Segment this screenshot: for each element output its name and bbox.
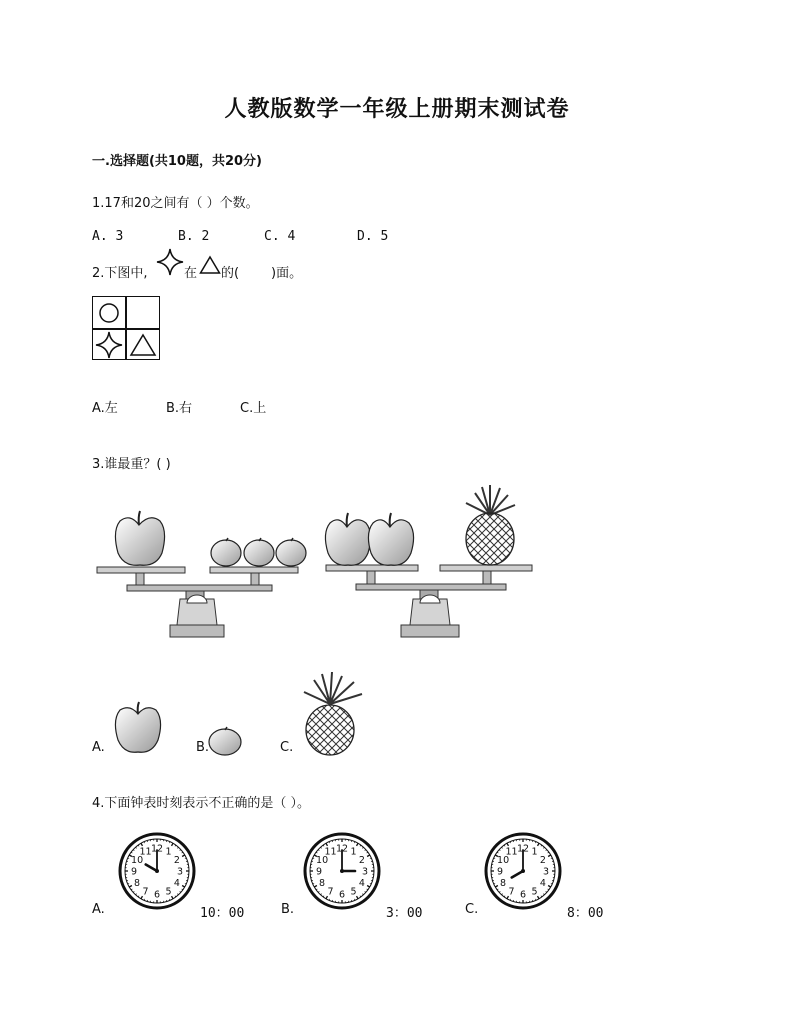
clock-number: 3 bbox=[542, 866, 550, 878]
clock-number: 11 bbox=[324, 846, 337, 858]
clock-number: 1 bbox=[350, 846, 357, 858]
clock-number: 4 bbox=[539, 878, 546, 889]
question-4-stem: 4.下面钟表时刻表示不正确的是（ ）。 bbox=[92, 796, 311, 811]
clock-number: 2 bbox=[539, 855, 546, 866]
question-1-option-a[interactable]: A. 3 bbox=[92, 229, 124, 244]
clock-number: 7 bbox=[327, 886, 334, 898]
question-1-option-d[interactable]: D. 5 bbox=[357, 229, 389, 244]
clock-number: 6 bbox=[338, 889, 346, 901]
question-2-option-a[interactable]: A.左 bbox=[92, 401, 118, 416]
question-2-option-c[interactable]: C.上 bbox=[240, 401, 267, 416]
balance-illustration bbox=[90, 485, 540, 645]
clock-number: 5 bbox=[165, 886, 172, 898]
question-4-option-a-time: 10：00 bbox=[200, 906, 245, 921]
clock-number: 12 bbox=[335, 843, 349, 855]
clock-number: 3 bbox=[176, 866, 184, 878]
clock-number: 11 bbox=[505, 846, 518, 858]
left-pan-oranges-icon bbox=[211, 538, 306, 566]
clock-center bbox=[521, 869, 525, 873]
triangle-icon bbox=[199, 255, 221, 275]
clock-center bbox=[340, 869, 344, 873]
grid-star-icon bbox=[95, 331, 123, 359]
clock-center bbox=[155, 869, 159, 873]
right-pan-apples-icon bbox=[325, 513, 413, 565]
star-icon bbox=[156, 248, 184, 276]
position-grid bbox=[92, 296, 160, 360]
clock-number: 8 bbox=[500, 878, 507, 889]
question-4-option-c-label[interactable]: C. bbox=[465, 902, 479, 917]
clock-b-icon bbox=[303, 832, 381, 910]
clock-number: 12 bbox=[516, 843, 530, 855]
clock-number: 9 bbox=[315, 866, 323, 878]
question-2-stem-mid: 在 bbox=[184, 266, 198, 281]
question-2-stem-suffix-b: )面。 bbox=[271, 266, 303, 281]
left-pan-apple-icon bbox=[115, 511, 164, 565]
clock-number: 2 bbox=[173, 855, 180, 866]
orange-icon bbox=[207, 726, 243, 756]
clock-number: 5 bbox=[531, 886, 538, 898]
grid-triangle-icon bbox=[129, 332, 157, 358]
question-3-stem: 3.谁最重？( ) bbox=[92, 457, 171, 472]
clock-number: 8 bbox=[134, 878, 141, 889]
clock-number: 10 bbox=[131, 855, 144, 866]
clock-number: 4 bbox=[358, 878, 365, 889]
question-1-option-b[interactable]: B. 2 bbox=[178, 229, 210, 244]
pineapple-icon bbox=[296, 672, 368, 756]
question-4-option-b-time: 3：00 bbox=[386, 906, 423, 921]
clock-number: 2 bbox=[358, 855, 365, 866]
section-heading: 一.选择题(共10题，共20分) bbox=[92, 154, 263, 169]
page-title: 人教版数学一年级上册期末测试卷 bbox=[224, 96, 570, 121]
question-2-stem-suffix-a: 的( bbox=[221, 266, 240, 281]
left-scale-icon bbox=[97, 567, 298, 637]
clock-number: 11 bbox=[139, 846, 152, 858]
clock-number: 6 bbox=[153, 889, 161, 901]
question-4-option-a-label[interactable]: A. bbox=[92, 902, 105, 917]
question-2-stem-prefix: 2.下图中, bbox=[92, 266, 148, 281]
clock-number: 7 bbox=[142, 886, 149, 898]
clock-number: 10 bbox=[316, 855, 329, 866]
question-4-option-c-time: 8：00 bbox=[567, 906, 604, 921]
clock-number: 5 bbox=[350, 886, 357, 898]
clock-c-icon bbox=[484, 832, 562, 910]
question-3-option-a[interactable]: A. bbox=[92, 740, 105, 755]
clock-number: 8 bbox=[319, 878, 326, 889]
clock-number: 10 bbox=[497, 855, 510, 866]
question-2-stem bbox=[92, 262, 148, 281]
question-2-option-b[interactable]: B.右 bbox=[166, 401, 193, 416]
right-scale-icon bbox=[326, 565, 532, 637]
clock-number: 9 bbox=[496, 866, 504, 878]
clock-number: 6 bbox=[519, 889, 527, 901]
circle-icon bbox=[97, 301, 121, 325]
right-pan-pineapple-icon bbox=[466, 485, 515, 565]
clock-number: 1 bbox=[531, 846, 538, 858]
clock-a-icon bbox=[118, 832, 196, 910]
question-3-option-b[interactable]: B. bbox=[196, 740, 210, 755]
question-1-stem: 1.17和20之间有（ ）个数。 bbox=[92, 196, 259, 211]
clock-number: 7 bbox=[508, 886, 515, 898]
question-1-option-c[interactable]: C. 4 bbox=[264, 229, 296, 244]
clock-number: 3 bbox=[361, 866, 369, 878]
clock-number: 9 bbox=[130, 866, 138, 878]
clock-number: 4 bbox=[173, 878, 180, 889]
clock-number: 1 bbox=[165, 846, 172, 858]
apple-icon bbox=[108, 700, 168, 756]
question-3-option-c[interactable]: C. bbox=[280, 740, 294, 755]
question-4-option-b-label[interactable]: B. bbox=[281, 902, 295, 917]
clock-number: 12 bbox=[150, 843, 164, 855]
